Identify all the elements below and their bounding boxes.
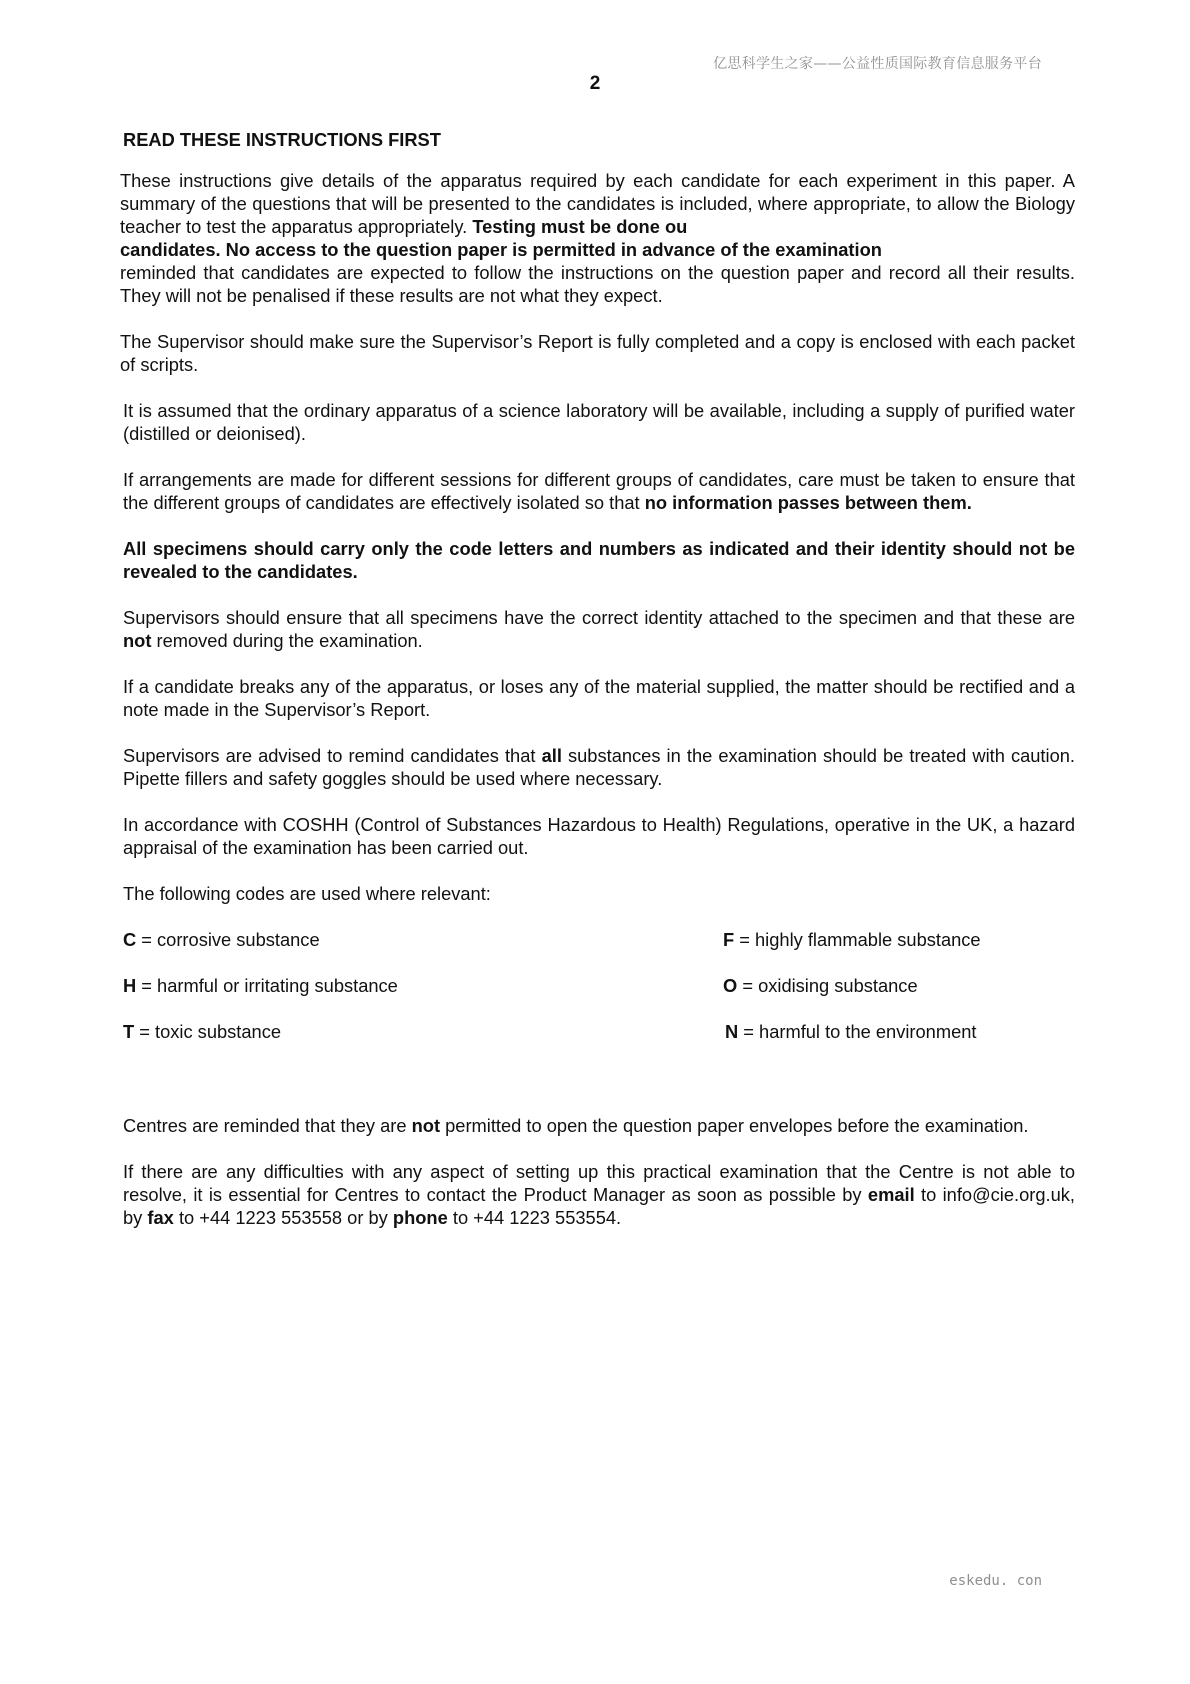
paragraph-contact — [120, 1160, 1075, 1229]
text: permitted to open the question paper envelopes before the examination. — [445, 1115, 1029, 1136]
paragraph-coshh: In accordance with COSHH (Control of Substances Hazardous to Health) Regulations, operative in the UK, a hazard appraisal of the examination has been carried out. — [123, 814, 1075, 858]
bold-text: phone — [392, 1207, 448, 1228]
bold-text: email — [867, 1184, 915, 1205]
paragraph-sessions — [120, 468, 1075, 514]
text: Centres are reminded that they are — [123, 1115, 407, 1136]
text: to +44 1223 553558 or by — [178, 1207, 388, 1228]
text: to info@cie.org.uk, by — [123, 1184, 1075, 1228]
paragraph-apparatus-assumed: It is assumed that the ordinary apparatus of a science laboratory will be available, including a supply of purified water (distilled or deionised). — [123, 400, 1075, 444]
bold-text: not — [123, 630, 152, 651]
code-environment — [725, 1020, 977, 1043]
code-letter: C — [123, 929, 137, 950]
paragraph-caution — [120, 744, 1075, 790]
paragraph-envelopes — [120, 1114, 1075, 1137]
page-heading: READ THESE INSTRUCTIONS FIRST — [123, 129, 441, 150]
code-letter: T — [123, 1021, 135, 1042]
watermark-text: 亿思科学生之家——公益性质国际教育信息服务平台 — [713, 56, 1042, 72]
text: Supervisors are advised to remind candidates that — [123, 745, 536, 766]
code-text: = toxic substance — [134, 1021, 282, 1042]
paragraph-apparatus — [120, 169, 1075, 307]
text: removed during the examination. — [156, 630, 423, 651]
bold-text: all — [541, 745, 562, 766]
text: Supervisors should ensure that all specimens have the correct identity attached to the specimen and that these are — [123, 607, 1075, 628]
text: These instructions give details of the apparatus required by each candidate for each experiment in this paper. A summary of the questions that will be presented to the candidates is included, where appropriate, to allow the Biology teacher to test the apparatus appropriately. — [120, 170, 1075, 237]
code-harmful — [123, 974, 398, 997]
code-text: = corrosive substance — [136, 929, 320, 950]
bold-text: no information passes between them. — [644, 492, 972, 513]
bold-text: Testing must be done ou — [472, 216, 688, 237]
code-oxidising — [723, 974, 918, 997]
bold-text: not — [411, 1115, 441, 1136]
text: to +44 1223 553554. — [452, 1207, 622, 1228]
code-letter: F — [723, 929, 735, 950]
code-letter: O — [723, 975, 738, 996]
text: substances in the examination should be treated with caution. Pipette fillers and safety goggles should be used where necessary. — [123, 745, 1075, 789]
text: If arrangements are made for different sessions for different groups of candidates, care must be taken to ensure that the different groups of candidates are effectively isolated so that — [123, 469, 1075, 513]
code-text: = harmful to the environment — [738, 1021, 977, 1042]
hazard-codes — [123, 928, 1075, 1066]
instructions-body — [120, 128, 1075, 1252]
code-letter: N — [725, 1021, 739, 1042]
paragraph-codes-intro: The following codes are used where relevant: — [123, 883, 491, 904]
code-letter: H — [123, 975, 137, 996]
page-number: 2 — [589, 73, 601, 94]
paragraph-supervisor-report: The Supervisor should make sure the Supervisor’s Report is fully completed and a copy is enclosed with each packet of scripts. — [120, 331, 1075, 375]
text: If there are any difficulties with any aspect of setting up this practical examination that the Centre is not able to resolve, it is essential for Centres to contact the Product Manager as soon as possible by — [123, 1161, 1075, 1205]
code-corrosive — [123, 928, 320, 951]
bold-text: fax — [147, 1207, 174, 1228]
bold-text: candidates. No access to the question paper is permitted in advance of the examination — [120, 239, 882, 260]
paragraph-identity — [120, 606, 1075, 652]
code-text: = oxidising substance — [737, 975, 918, 996]
code-toxic — [123, 1020, 281, 1043]
paragraph-specimens: All specimens should carry only the code letters and numbers as indicated and their identity should not be revealed to the candidates. — [123, 538, 1075, 582]
code-text: = harmful or irritating substance — [136, 975, 398, 996]
code-flammable — [723, 928, 981, 951]
code-text: = highly flammable substance — [734, 929, 981, 950]
paragraph-breakage: If a candidate breaks any of the apparatus, or loses any of the material supplied, the matter should be rectified and a note made in the Supervisor’s Report. — [123, 676, 1075, 720]
footer-site-text: eskedu. con — [949, 1573, 1042, 1589]
text: reminded that candidates are expected to follow the instructions on the question paper and record all their results. They will not be penalised if these results are not what they expect. — [120, 262, 1075, 306]
